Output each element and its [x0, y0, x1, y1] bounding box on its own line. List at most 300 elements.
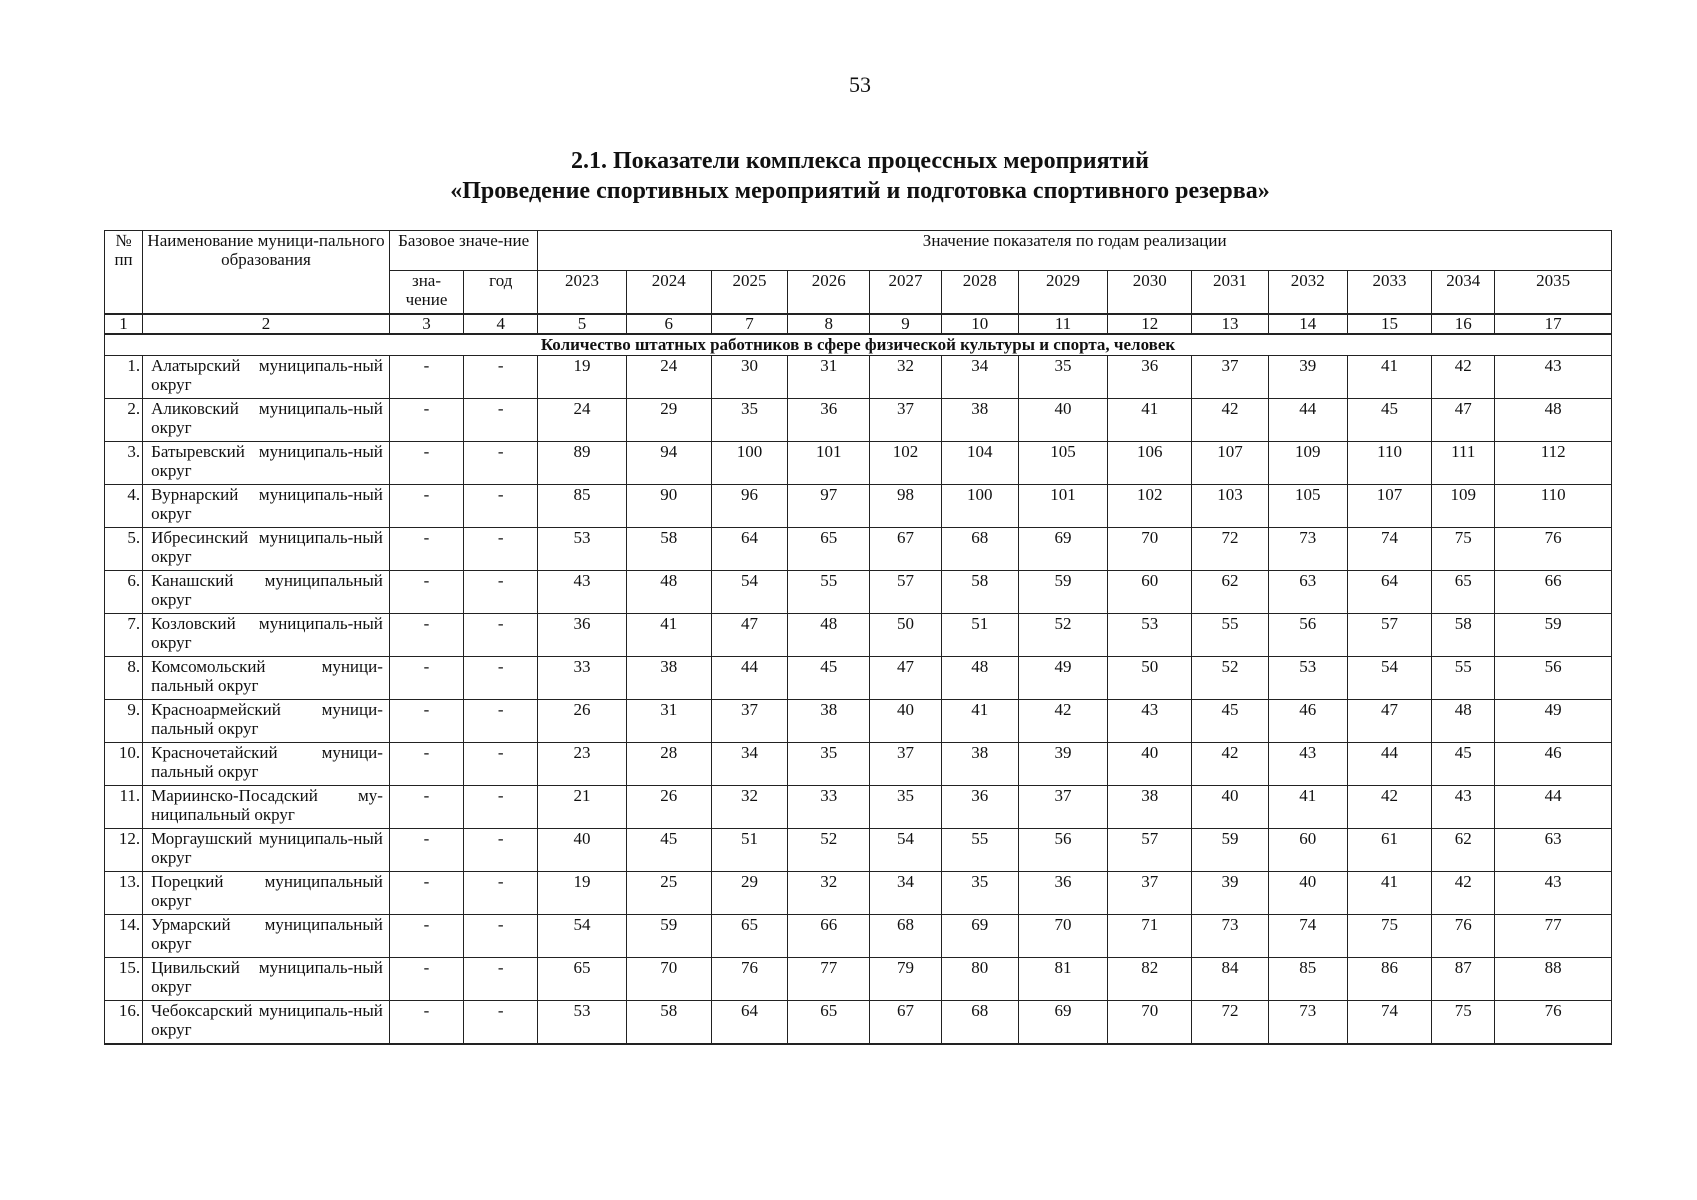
year-value: 81 — [1018, 958, 1107, 1001]
base-year: - — [464, 356, 538, 399]
table-row — [105, 958, 1612, 1001]
year-value: 39 — [1018, 743, 1107, 786]
year-value: 105 — [1018, 442, 1107, 485]
municipality-name: Урмарский муниципальный округ — [143, 915, 390, 958]
year-value: 101 — [788, 442, 870, 485]
year-value: 36 — [538, 614, 626, 657]
base-year: - — [464, 399, 538, 442]
table-row — [105, 442, 1612, 485]
year-value: 90 — [626, 485, 711, 528]
year-value: 35 — [941, 872, 1018, 915]
header-row-1 — [105, 231, 1612, 271]
year-value: 45 — [1347, 399, 1431, 442]
year-value: 29 — [711, 872, 787, 915]
year-value: 112 — [1495, 442, 1612, 485]
base-year: - — [464, 571, 538, 614]
year-value: 63 — [1268, 571, 1347, 614]
year-value: 54 — [870, 829, 941, 872]
title-line-2: «Проведение спортивных мероприятий и подготовка спортивного резерва» — [450, 178, 1270, 204]
year-value: 37 — [870, 743, 941, 786]
year-value: 70 — [1108, 1001, 1192, 1045]
year-value: 59 — [1018, 571, 1107, 614]
year-value: 36 — [1018, 872, 1107, 915]
year-value: 66 — [1495, 571, 1612, 614]
base-value: - — [389, 614, 463, 657]
year-value: 24 — [626, 356, 711, 399]
row-number: 14. — [105, 915, 143, 958]
year-value: 44 — [1347, 743, 1431, 786]
year-value: 38 — [788, 700, 870, 743]
municipality-name: Козловский муниципаль-ный округ — [143, 614, 390, 657]
base-value: - — [389, 485, 463, 528]
table-row — [105, 1001, 1612, 1045]
header-name: Наименование муници-пального образования — [143, 231, 390, 315]
municipality-name: Комсомольский муници-пальный округ — [143, 657, 390, 700]
section-title: Количество штатных работников в сфере физической культуры и спорта, человек — [105, 334, 1612, 356]
municipality-name: Чебоксарский муниципаль-ный округ — [143, 1001, 390, 1045]
year-value: 43 — [1268, 743, 1347, 786]
year-value: 80 — [941, 958, 1018, 1001]
header-years-caption: Значение показателя по годам реализации — [538, 231, 1612, 271]
year-value: 77 — [788, 958, 870, 1001]
year-value: 37 — [1192, 356, 1268, 399]
header-year: 2030 — [1108, 271, 1192, 315]
year-value: 45 — [788, 657, 870, 700]
year-value: 75 — [1432, 528, 1495, 571]
year-value: 35 — [788, 743, 870, 786]
row-number: 7. — [105, 614, 143, 657]
year-value: 58 — [941, 571, 1018, 614]
year-value: 42 — [1192, 743, 1268, 786]
year-value: 65 — [788, 1001, 870, 1045]
year-value: 103 — [1192, 485, 1268, 528]
column-number: 15 — [1347, 314, 1431, 334]
year-value: 42 — [1432, 872, 1495, 915]
base-value: - — [389, 1001, 463, 1045]
year-value: 45 — [1192, 700, 1268, 743]
section-row — [105, 334, 1612, 356]
year-value: 26 — [626, 786, 711, 829]
base-year: - — [464, 485, 538, 528]
municipality-name: Красноармейский муници-пальный округ — [143, 700, 390, 743]
column-numbers-row — [105, 314, 1612, 334]
year-value: 19 — [538, 356, 626, 399]
year-value: 65 — [538, 958, 626, 1001]
base-value: - — [389, 571, 463, 614]
year-value: 72 — [1192, 528, 1268, 571]
year-value: 47 — [870, 657, 941, 700]
table-row — [105, 700, 1612, 743]
year-value: 55 — [788, 571, 870, 614]
year-value: 44 — [1268, 399, 1347, 442]
row-number: 6. — [105, 571, 143, 614]
document-title — [0, 146, 1697, 206]
year-value: 64 — [711, 1001, 787, 1045]
year-value: 76 — [1495, 1001, 1612, 1045]
header-base: Базовое значе-ние — [389, 231, 537, 271]
header-year: 2033 — [1347, 271, 1431, 315]
column-number: 7 — [711, 314, 787, 334]
header-year: 2035 — [1495, 271, 1612, 315]
year-value: 33 — [538, 657, 626, 700]
year-value: 49 — [1018, 657, 1107, 700]
year-value: 38 — [941, 399, 1018, 442]
year-value: 56 — [1268, 614, 1347, 657]
year-value: 25 — [626, 872, 711, 915]
table-row — [105, 485, 1612, 528]
base-value: - — [389, 829, 463, 872]
header-base-year: год — [464, 271, 538, 315]
year-value: 42 — [1018, 700, 1107, 743]
row-number: 8. — [105, 657, 143, 700]
year-value: 42 — [1347, 786, 1431, 829]
year-value: 34 — [870, 872, 941, 915]
year-value: 30 — [711, 356, 787, 399]
year-value: 37 — [1108, 872, 1192, 915]
year-value: 47 — [1432, 399, 1495, 442]
year-value: 26 — [538, 700, 626, 743]
year-value: 85 — [538, 485, 626, 528]
table-row — [105, 786, 1612, 829]
year-value: 61 — [1347, 829, 1431, 872]
year-value: 97 — [788, 485, 870, 528]
municipality-name: Красночетайский муници-пальный округ — [143, 743, 390, 786]
base-value: - — [389, 958, 463, 1001]
year-value: 53 — [538, 528, 626, 571]
year-value: 53 — [1108, 614, 1192, 657]
column-number: 16 — [1432, 314, 1495, 334]
row-number: 1. — [105, 356, 143, 399]
year-value: 73 — [1268, 1001, 1347, 1045]
year-value: 48 — [941, 657, 1018, 700]
year-value: 47 — [711, 614, 787, 657]
year-value: 70 — [1018, 915, 1107, 958]
year-value: 94 — [626, 442, 711, 485]
year-value: 40 — [538, 829, 626, 872]
column-number: 11 — [1018, 314, 1107, 334]
year-value: 64 — [711, 528, 787, 571]
year-value: 110 — [1347, 442, 1431, 485]
row-number: 4. — [105, 485, 143, 528]
year-value: 39 — [1192, 872, 1268, 915]
year-value: 51 — [711, 829, 787, 872]
year-value: 87 — [1432, 958, 1495, 1001]
municipality-name: Мариинско-Посадский му-ниципальный округ — [143, 786, 390, 829]
column-number: 14 — [1268, 314, 1347, 334]
year-value: 102 — [870, 442, 941, 485]
year-value: 101 — [1018, 485, 1107, 528]
municipality-name: Вурнарский муниципаль-ный округ — [143, 485, 390, 528]
year-value: 33 — [788, 786, 870, 829]
base-year: - — [464, 657, 538, 700]
year-value: 19 — [538, 872, 626, 915]
year-value: 57 — [1108, 829, 1192, 872]
municipality-name: Ибресинский муниципаль-ный округ — [143, 528, 390, 571]
column-number: 13 — [1192, 314, 1268, 334]
year-value: 100 — [941, 485, 1018, 528]
municipality-name: Алатырский муниципаль-ный округ — [143, 356, 390, 399]
year-value: 39 — [1268, 356, 1347, 399]
year-value: 65 — [1432, 571, 1495, 614]
year-value: 75 — [1432, 1001, 1495, 1045]
year-value: 88 — [1495, 958, 1612, 1001]
year-value: 76 — [711, 958, 787, 1001]
year-value: 106 — [1108, 442, 1192, 485]
row-number: 3. — [105, 442, 143, 485]
year-value: 43 — [1495, 356, 1612, 399]
year-value: 52 — [1018, 614, 1107, 657]
year-value: 110 — [1495, 485, 1612, 528]
year-value: 37 — [1018, 786, 1107, 829]
column-number: 5 — [538, 314, 626, 334]
base-value: - — [389, 786, 463, 829]
year-value: 43 — [538, 571, 626, 614]
year-value: 60 — [1108, 571, 1192, 614]
year-value: 70 — [626, 958, 711, 1001]
year-value: 34 — [941, 356, 1018, 399]
year-value: 31 — [788, 356, 870, 399]
year-value: 96 — [711, 485, 787, 528]
column-number: 1 — [105, 314, 143, 334]
year-value: 69 — [1018, 528, 1107, 571]
base-year: - — [464, 915, 538, 958]
row-number: 13. — [105, 872, 143, 915]
year-value: 82 — [1108, 958, 1192, 1001]
year-value: 84 — [1192, 958, 1268, 1001]
municipality-name: Цивильский муниципаль-ный округ — [143, 958, 390, 1001]
table-row — [105, 829, 1612, 872]
table-row — [105, 915, 1612, 958]
year-value: 45 — [1432, 743, 1495, 786]
year-value: 105 — [1268, 485, 1347, 528]
base-year: - — [464, 442, 538, 485]
year-value: 98 — [870, 485, 941, 528]
year-value: 107 — [1192, 442, 1268, 485]
year-value: 74 — [1347, 1001, 1431, 1045]
year-value: 74 — [1347, 528, 1431, 571]
year-value: 55 — [941, 829, 1018, 872]
base-year: - — [464, 700, 538, 743]
year-value: 40 — [1108, 743, 1192, 786]
header-year: 2024 — [626, 271, 711, 315]
header-year: 2026 — [788, 271, 870, 315]
year-value: 62 — [1192, 571, 1268, 614]
year-value: 75 — [1347, 915, 1431, 958]
municipality-name: Моргаушский муниципаль-ный округ — [143, 829, 390, 872]
row-number: 9. — [105, 700, 143, 743]
column-number: 17 — [1495, 314, 1612, 334]
year-value: 51 — [941, 614, 1018, 657]
year-value: 48 — [1495, 399, 1612, 442]
base-value: - — [389, 657, 463, 700]
year-value: 35 — [711, 399, 787, 442]
year-value: 74 — [1268, 915, 1347, 958]
row-number: 12. — [105, 829, 143, 872]
year-value: 43 — [1108, 700, 1192, 743]
column-number: 3 — [389, 314, 463, 334]
year-value: 23 — [538, 743, 626, 786]
year-value: 48 — [626, 571, 711, 614]
column-number: 4 — [464, 314, 538, 334]
year-value: 43 — [1495, 872, 1612, 915]
year-value: 42 — [1192, 399, 1268, 442]
base-year: - — [464, 872, 538, 915]
year-value: 68 — [941, 1001, 1018, 1045]
year-value: 54 — [1347, 657, 1431, 700]
year-value: 48 — [788, 614, 870, 657]
year-value: 40 — [1192, 786, 1268, 829]
row-number: 15. — [105, 958, 143, 1001]
year-value: 40 — [1268, 872, 1347, 915]
year-value: 58 — [626, 1001, 711, 1045]
year-value: 109 — [1432, 485, 1495, 528]
year-value: 48 — [1432, 700, 1495, 743]
year-value: 62 — [1432, 829, 1495, 872]
year-value: 35 — [1018, 356, 1107, 399]
column-number: 10 — [941, 314, 1018, 334]
year-value: 40 — [870, 700, 941, 743]
year-value: 86 — [1347, 958, 1431, 1001]
municipality-name: Канашский муниципальный округ — [143, 571, 390, 614]
year-value: 28 — [626, 743, 711, 786]
year-value: 76 — [1495, 528, 1612, 571]
year-value: 32 — [711, 786, 787, 829]
year-value: 38 — [1108, 786, 1192, 829]
year-value: 54 — [711, 571, 787, 614]
year-value: 44 — [1495, 786, 1612, 829]
year-value: 24 — [538, 399, 626, 442]
column-number: 8 — [788, 314, 870, 334]
table-row — [105, 399, 1612, 442]
year-value: 69 — [1018, 1001, 1107, 1045]
year-value: 50 — [870, 614, 941, 657]
year-value: 36 — [788, 399, 870, 442]
year-value: 37 — [870, 399, 941, 442]
year-value: 57 — [1347, 614, 1431, 657]
year-value: 59 — [1192, 829, 1268, 872]
year-value: 52 — [788, 829, 870, 872]
base-value: - — [389, 399, 463, 442]
base-value: - — [389, 700, 463, 743]
year-value: 66 — [788, 915, 870, 958]
header-year: 2031 — [1192, 271, 1268, 315]
row-number: 2. — [105, 399, 143, 442]
year-value: 41 — [1347, 872, 1431, 915]
indicators-table — [104, 230, 1612, 1045]
municipality-name: Аликовский муниципаль-ный округ — [143, 399, 390, 442]
base-value: - — [389, 743, 463, 786]
header-year: 2032 — [1268, 271, 1347, 315]
table-row — [105, 614, 1612, 657]
year-value: 102 — [1108, 485, 1192, 528]
header-year: 2034 — [1432, 271, 1495, 315]
header-year: 2027 — [870, 271, 941, 315]
column-number: 9 — [870, 314, 941, 334]
year-value: 59 — [626, 915, 711, 958]
year-value: 58 — [626, 528, 711, 571]
year-value: 31 — [626, 700, 711, 743]
year-value: 65 — [711, 915, 787, 958]
year-value: 42 — [1432, 356, 1495, 399]
year-value: 38 — [626, 657, 711, 700]
year-value: 53 — [538, 1001, 626, 1045]
year-value: 109 — [1268, 442, 1347, 485]
year-value: 79 — [870, 958, 941, 1001]
header-year: 2023 — [538, 271, 626, 315]
year-value: 47 — [1347, 700, 1431, 743]
base-value: - — [389, 872, 463, 915]
base-value: - — [389, 915, 463, 958]
year-value: 68 — [870, 915, 941, 958]
municipality-name: Порецкий муниципальный округ — [143, 872, 390, 915]
base-year: - — [464, 614, 538, 657]
year-value: 53 — [1268, 657, 1347, 700]
base-year: - — [464, 743, 538, 786]
header-base-value: зна-чение — [389, 271, 463, 315]
year-value: 63 — [1495, 829, 1612, 872]
municipality-name: Батыревский муниципаль-ный округ — [143, 442, 390, 485]
year-value: 50 — [1108, 657, 1192, 700]
row-number: 11. — [105, 786, 143, 829]
year-value: 76 — [1432, 915, 1495, 958]
column-number: 6 — [626, 314, 711, 334]
year-value: 73 — [1192, 915, 1268, 958]
year-value: 55 — [1432, 657, 1495, 700]
year-value: 70 — [1108, 528, 1192, 571]
base-year: - — [464, 786, 538, 829]
year-value: 41 — [941, 700, 1018, 743]
year-value: 58 — [1432, 614, 1495, 657]
year-value: 89 — [538, 442, 626, 485]
column-number: 2 — [143, 314, 390, 334]
year-value: 111 — [1432, 442, 1495, 485]
year-value: 21 — [538, 786, 626, 829]
year-value: 41 — [1108, 399, 1192, 442]
year-value: 29 — [626, 399, 711, 442]
title-line-1: 2.1. Показатели комплекса процессных мероприятий — [570, 148, 1149, 174]
table-row — [105, 657, 1612, 700]
year-value: 37 — [711, 700, 787, 743]
year-value: 52 — [1192, 657, 1268, 700]
year-value: 41 — [626, 614, 711, 657]
year-value: 46 — [1268, 700, 1347, 743]
year-value: 69 — [941, 915, 1018, 958]
year-value: 32 — [788, 872, 870, 915]
year-value: 44 — [711, 657, 787, 700]
table-row — [105, 743, 1612, 786]
year-value: 56 — [1018, 829, 1107, 872]
year-value: 65 — [788, 528, 870, 571]
year-value: 46 — [1495, 743, 1612, 786]
year-value: 107 — [1347, 485, 1431, 528]
row-number: 16. — [105, 1001, 143, 1045]
year-value: 41 — [1268, 786, 1347, 829]
year-value: 104 — [941, 442, 1018, 485]
base-year: - — [464, 958, 538, 1001]
base-year: - — [464, 829, 538, 872]
year-value: 34 — [711, 743, 787, 786]
year-value: 54 — [538, 915, 626, 958]
table-row — [105, 571, 1612, 614]
table-row — [105, 872, 1612, 915]
row-number: 5. — [105, 528, 143, 571]
year-value: 45 — [626, 829, 711, 872]
header-year: 2028 — [941, 271, 1018, 315]
year-value: 41 — [1347, 356, 1431, 399]
year-value: 73 — [1268, 528, 1347, 571]
base-value: - — [389, 442, 463, 485]
header-year: 2025 — [711, 271, 787, 315]
